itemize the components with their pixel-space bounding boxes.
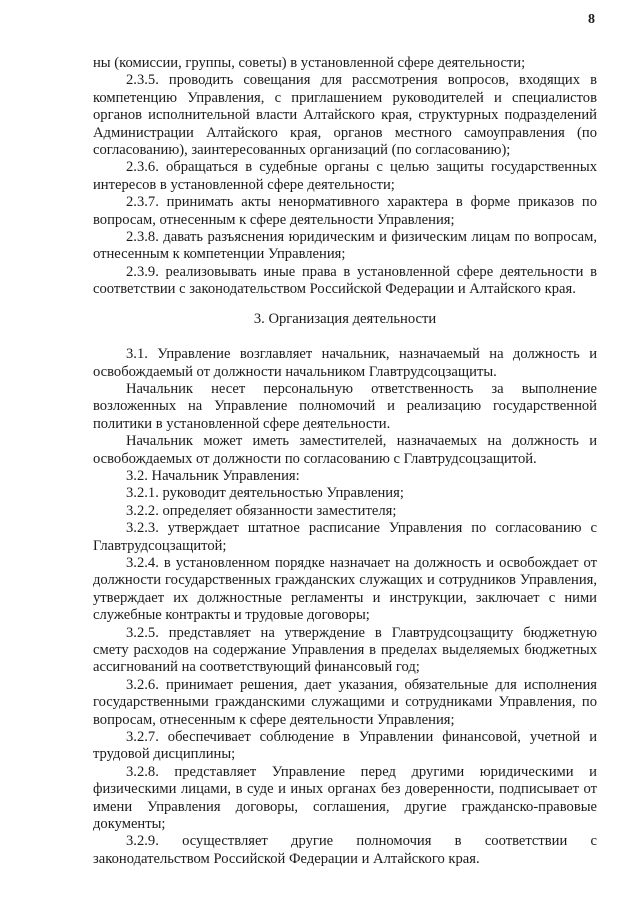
paragraph: 3.2.8. представляет Управление перед другими юридическими и физическими лицами, в суде и иных органах без доверенности, подписывает от имени Управления договоры, соглашения, другие гражданско-правовые документы; [93, 763, 597, 833]
paragraph: 2.3.5. проводить совещания для рассмотрения вопросов, входящих в компетенцию Управления, с приглашением руководителей и специалистов органов исполнительной власти Алтайского края, структурных подразделений Администрации Алтайского края, органов местного самоуправления (по согласованию), заинтересованных организаций (по согласованию); [93, 72, 597, 159]
paragraph: 2.3.9. реализовывать иные права в установленной сфере деятельности в соответствии с законодательством Российской Федерации и Алтайского края. [93, 263, 597, 298]
paragraph: 2.3.7. принимать акты ненормативного характера в форме приказов по вопросам, отнесенным к сфере деятельности Управления; [93, 194, 597, 228]
section-heading: 3. Организация деятельности [253, 310, 437, 327]
paragraph: ны (комиссии, группы, советы) в установленной сфере деятельности; [93, 55, 526, 71]
spacer [93, 328, 597, 346]
paragraph: 2.3.8. давать разъяснения юридическим и физическим лицам по вопросам, отнесенным к компетенции Управления; [93, 229, 597, 263]
paragraph: 3.2.3. утверждает штатное расписание Управления по согласованию с Главтрудсоцзащитой; [93, 520, 597, 554]
paragraph: 3.2.2. определяет обязанности заместителя; [126, 502, 397, 519]
paragraph: 3.1. Управление возглавляет начальник, назначаемый на должность и освобождаемый от должности начальником Главтрудсоцзащиты. [93, 346, 597, 380]
paragraph: 3.2.1. руководит деятельностью Управления; [126, 485, 404, 502]
page-number: 8 [588, 12, 596, 27]
paragraph: 3.2. Начальник Управления: [126, 467, 300, 484]
paragraph: Начальник может иметь заместителей, назначаемых на должность и освобождаемых от должности по согласованию с Главтрудсоцзащитой. [93, 433, 597, 467]
paragraph: 3.2.4. в установленном порядке назначает на должность и освобождает от должности государственных гражданских служащих и сотрудников Управления, утверждает их должностные регламенты и инструкции, заключает с ними служебные контракты и трудовые договоры; [93, 554, 597, 624]
paragraph: 3.2.9. осуществляет другие полномочия в соответствии с законодательством Российской Федерации и Алтайского края. [93, 833, 597, 867]
paragraph: 2.3.6. обращаться в судебные органы с целью защиты государственных интересов в установленной сфере деятельности; [93, 159, 597, 193]
paragraph: 3.2.6. принимает решения, дает указания, обязательные для исполнения государственными гражданскими служащими и сотрудниками Управления, по вопросам, отнесенным к сфере деятельности Управления; [93, 676, 597, 728]
paragraph: 3.2.7. обеспечивает соблюдение в Управлении финансовой, учетной и трудовой дисциплины; [93, 729, 597, 763]
spacer [93, 299, 597, 311]
paragraph: 3.2.5. представляет на утверждение в Главтрудсоцзащиту бюджетную смету расходов на содержание Управления в пределах выделяемых бюджетных ассигнований на соответствующий финансовый год; [93, 624, 597, 676]
paragraph: Начальник несет персональную ответственность за выполнение возложенных на Управление полномочий и реализацию государственной политики в установленной сфере деятельности. [93, 380, 597, 432]
document-body [93, 55, 597, 868]
